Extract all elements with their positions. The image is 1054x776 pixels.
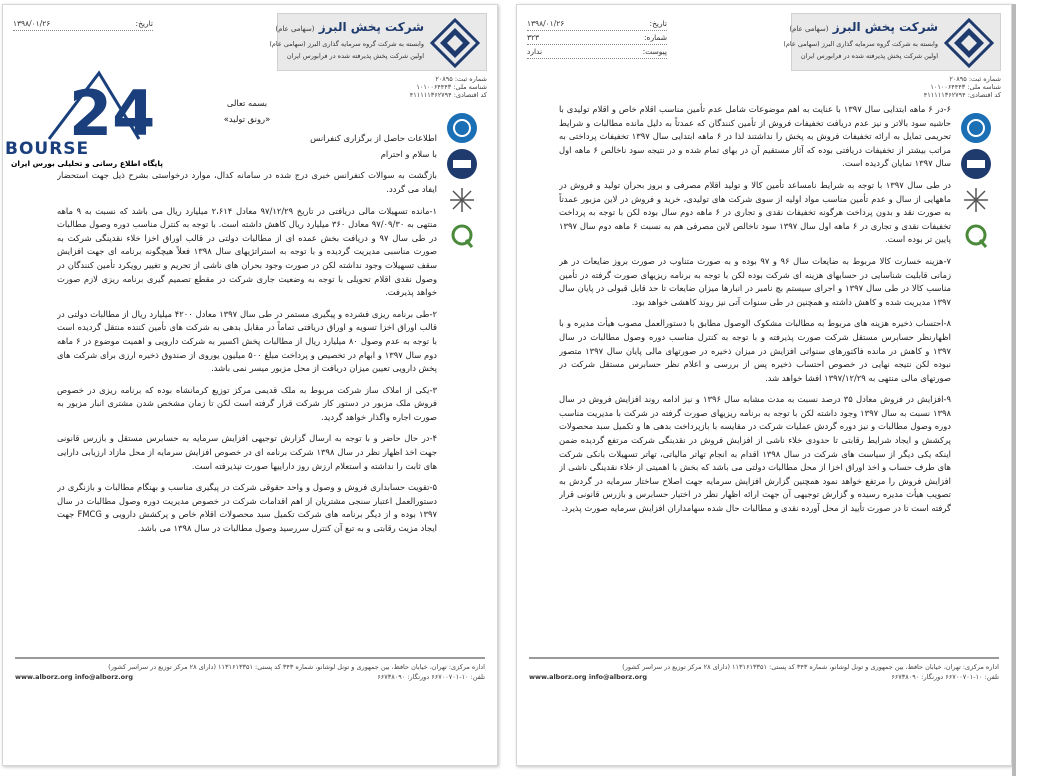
certification-logos (959, 113, 993, 257)
reg-label: شماره ثبت: (968, 75, 1001, 83)
economic-code-label: کد اقتصادی: (967, 91, 1001, 99)
number-label: شماره: (644, 33, 667, 42)
registration-info (410, 75, 487, 99)
burst-emblem-icon (961, 185, 991, 215)
paragraph-9: ۹-افزایش در فروش معادل ۳۵ درصد نسبت به مدت مشابه سال ۱۳۹۶ و نیز ادامه روند افزایش فروش در سال ۱۳۹۸ نسبت به سال ۱۳۹۷ وجود داشته لکن با توجه به برنامه ریزیهای صورت گرفته در شرکت با مدیریت مناسب دوره وصول مطالبات و نیز دوره گردش عملیات شرکت در مقایسه با بازپرداخت بدهی ها و تکمیل سبد محصولات پرکشش و ایجاد شرایط رقابتی تا حدودی خلاء ناشی از افزایش فروش در نقدینگی شرکت مرتفع گردیده ضمن اینکه یکی دیگر از سیاست های شرکت در سال ۱۳۹۸ اقدام به انجام تهاتر مالیاتی، تهاتر تسهیلات بانکی شرکت های طرف حساب و اخذ اوراق اخزا از محل مطالبات دولتی می باشد که بخش با اهمیتی از خلاء نقدینگی ناشی از افزایش فروش را مرتفع خواهد نمود همچنین گزارش افزایش سرمایه جهت اصلاح ساختار سرمایه در گردش به تصویب هیأت مدیره رسیده و گزارش توجیهی آن جهت ارائه اظهار نظر در اختیار حسابرس و بازرس قانونی قرار گرفته است تا در صورت تأیید از محل آورده نقدی و مطالبات حال شده سهامداران افزایش سرمایه صورت پذیرد. (559, 394, 951, 514)
paragraph-6: ۶-در ۶ ماهه ابتدایی سال ۱۳۹۷ با عنایت به اهم موضوعات شامل عدم تأمین مناسب اقلام خاص و اقلام تولیدی با حاشیه سود بالاتر و نیز عدم دریافت تخفیفات فروش از تأمین کنندگان که عمدتاً به دلیل مانده مطالبات و شرایط تحریمی تمایل به ارائه تخفیفات فروش به پخش را نداشتند لذا در ۶ ماهه ابتدایی سال ۱۳۹۷ تخفیفات پرداختی به مراتب بیشتر از تخفیفات دریافتی بوده که آثار مستقیم آن در بهای تمام شده و در نتیجه سود ناخالص ۶ ماهه اول سال ۱۳۹۷ نمایان گردیده است. (559, 104, 951, 169)
attachment-value: ندارد (527, 47, 543, 56)
number-value: ۳۲۳ (527, 33, 540, 42)
national-id-label: شناسه ملی: (453, 83, 487, 91)
affiliation-line: وابسته به شرکت گروه سرمایه گذاری البرز (سهامی عام) (783, 40, 938, 48)
date-box (13, 17, 153, 31)
paragraph-5: ۵-تقویت حسابداری فروش و وصول و واحد حقوقی شرکت در پیگیری مناسب و بهنگام مطالبات و بازنگری در دستورالعمل اعتبار سنجی مشتریان از اهم اقدامات شرکت در خصوص مدیریت دوره وصول مطالبات در سال ۱۳۹۷ بوده و از دیگر برنامه های شرکت تکمیل سبد محصولات اقلام خاص و پرکشش دارویی و FMCG جهت ایجاد مزیت رقابتی و به تبع آن کنترل سررسید وصول مطالبات در سال ۱۳۹۸ می باشد. (57, 482, 437, 534)
reg-value: ۲۰۸۹۵ (435, 75, 453, 83)
alborz-logo-icon (944, 18, 994, 68)
national-id-label: شناسه ملی: (967, 83, 1001, 91)
reg-label: شماره ثبت: (454, 75, 487, 83)
naci-logo-icon (447, 149, 477, 179)
bourse24-number: 24 (69, 77, 156, 147)
registration-info (924, 75, 1001, 99)
greeting: با سلام و احترام (380, 148, 437, 159)
letter-body (559, 103, 951, 655)
company-name (275, 20, 424, 34)
economic-code-value: ۴۱۱۱۱۱۳۶۲۷۹۴ (409, 91, 452, 99)
standard-seal-icon (961, 113, 991, 143)
letter-page-1 (2, 4, 498, 766)
footer-web: www.alborz.org info@alborz.org (15, 673, 134, 681)
tagline: اولین شرکت پخش پذیرفته شده در فرابورس ایران (286, 52, 424, 60)
economic-code-value: ۴۱۱۱۱۱۳۶۲۷۹۴ (923, 91, 966, 99)
letter-page-2 (516, 4, 1012, 766)
certification-logos (445, 113, 479, 257)
date-value: ۱۳۹۸/۰۱/۲۶ (13, 19, 51, 28)
standard-seal-icon (447, 113, 477, 143)
date-label: تاریخ: (649, 19, 667, 28)
paragraph-8: ۸-احتساب ذخیره هزینه های مربوط به مطالبات مشکوک الوصول مطابق با دستورالعمل مصوب هیأت مدیره و با اظهارنظر حسابرس مستقل شرکت صورت پذیرفته و با توجه به کنترل مناسب دوره وصول مطالبات در سال ۱۳۹۷ و کاهش در مانده فاکتورهای سنواتی افزایش در میزان ذخیره در صورتهای مالی پایان سال ۱۳۹۷ متصور نبوده لکن نتیجه نهایی در خصوص احتساب ذخیره پس از بررسی و اعلام نظر حسابرس مستقل شرکت در صورتهای مالی منتهی به ۱۳۹۷/۱۲/۲۹ افشا خواهد شد. (559, 318, 951, 383)
paragraph-2: ۲-طی برنامه ریزی فشرده و پیگیری مستمر در طی سال ۱۳۹۷ معادل ۴۲۰۰ میلیارد ریال از مطالبات دولتی در قالب اوراق اخزا تسویه و اوراق دریافتی تماماً در مقابل بدهی به شرکت های تأمین کننده منتقل گردیده است با توجه به عدم وصول ۸۰ میلیارد ریال از مطالبات پخش اکسیر به شرکت دارویی و اهمیت موضوع در ۶ ماهه دوم سال ۱۳۹۷ و ابهام در تخصیص و پرداخت مبلغ ۵۰۰ میلیون یوروی از صندوق ذخیره ارزی برای شرکت های پخش دارویی تعیین میزان دریافت از محل مزبور میسر نمی باشد. (57, 308, 437, 374)
year-slogan: «رونق تولید» (223, 113, 271, 124)
footer-address: اداره مرکزی: تهران، خیابان حافظ، بین جمهوری و تونل لوشانو، شماره ۳۴۳ کد پستی: ۱۱۳۱۶۱۳۳۵۱ (دارای ۲۸ مرکز توزیع در سراسر کشور) (622, 663, 999, 671)
paragraph-4: ۴-در حال حاضر و با توجه به ارسال گزارش توجیهی افزایش سرمایه به حسابرس مستقل و بازرس قانونی جهت اخذ اظهار نظر در سال ۱۳۹۸ شرکت برنامه ای در خصوص افزایش سرمایه از محل مازاد ارزیابی دارایی های ثابت را نداشته و استعلام ارزش روز داراییها صورت نپذیرفته است. (57, 433, 437, 471)
company-title: شرکت پخش البرز (832, 20, 938, 34)
paragraph-intro: بازگشت به سوالات کنفرانس خبری درج شده در سامانه کدال، موارد درخواستی بشرح ذیل جهت استحضار ایفاد می گردد. (57, 170, 437, 194)
bourse-tagline: پایگاه اطلاع رسانی و تحلیلی بورس ایران (11, 159, 163, 168)
date-value: ۱۳۹۸/۰۱/۲۶ (527, 19, 565, 28)
paragraph-6-cont: در طی سال ۱۳۹۷ با توجه به شرایط نامساعد تأمین کالا و تولید اقلام مصرفی و بروز بحران تولید و فروش در ماههایی از سال و عدم تأمین مناسب مواد اولیه از سوی شرکت های تولیدی، خرید و فروش در لاین مزبور عمدتاً به صورت نقد و بدون پرداخت هرگونه تخفیفات نقدی و تجاری در ۶ ماهه دوم سال بوده لکن با توجه به پرداخت تخفیفات نقدی و تجاری در ۶ ماهه اول سال ۱۳۹۷ سود ناخالص لاین مصرفی هم به نسبت ۶ ماهه دوم سال ۱۳۹۷ پایین تر بوده است. (559, 179, 951, 245)
alborz-logo-icon (430, 18, 480, 68)
paragraph-7: ۷-هزینه خسارت کالا مربوط به ضایعات سال ۹۶ و ۹۷ بوده و به صورت متناوب در صورت بروز ضایعات در هر زمانی قابلیت شناسایی در حسابهای هزینه ای شرکت بوده لکن با توجه به برنامه ریزیهای صورت گرفته در تأمین مناسب کالا در طی سال ۱۳۹۷ و اجرای سیستم بچ نامبر در انبارها میزان ضایعات تا حد قابل قبولی در پایان سال ۱۳۹۷ مدیریت شده و کاهش داشته و همچنین در طی سنوات آتی نیز روند کاهشی خواهد بود. (559, 255, 951, 307)
letter-meta (527, 17, 667, 59)
national-id-value: ۱۰۱۰۰۶۴۴۴۳ (930, 83, 966, 91)
reg-value: ۲۰۸۹۵ (949, 75, 967, 83)
q-certificate-icon (961, 221, 991, 251)
company-type: (سهامی عام) (789, 25, 829, 33)
national-id-value: ۱۰۱۰۰۶۴۴۴۳ (416, 83, 452, 91)
footer-phone: تلفن: ۱۰-۶۶۷۰۰۷۰۱ دورنگار: ۶۶۷۳۸۰۹۰ (377, 673, 485, 681)
letter-subject: اطلاعات حاصل از برگزاری کنفرانس (310, 133, 437, 144)
burst-emblem-icon (447, 185, 477, 215)
letter-body (57, 97, 437, 655)
bourse-wordmark: BOURSE (5, 139, 90, 159)
naci-logo-icon (961, 149, 991, 179)
paragraph-1: ۱-مانده تسهیلات مالی دریافتی در تاریخ ۹۷/۱۲/۲۹ معادل ۲،۶۱۴ میلیارد ریال می باشد که نسبت به ۹ ماهه منتهی به ۹۷/۰۹/۳۰ معادل ۳۶۰ میلیارد ریال کاهش داشته است. با توجه به کنترل مناسب دوره وصول مطالبات در طی سال ۹۷ و دریافت بخش عمده ای از مطالبات دولتی در قالب اوراق اخزا خلاء نقدینگی شرکت به صورت مناسبی مدیریت گردیده و با توجه به استراتژیهای سال ۱۳۹۸ فعلاً هیچگونه برنامه ای جهت افزایش سقف تسهیلات وجود نداشته لکن در صورت وجود بحران های ناشی از تحریم و تغییر رویکرد تأمین کنندگان در وصول نقدی اقلام تحویلی با توجه به وضعیت جاری شرکت در مقطع تصمیم گیری برنامه ریزی لازم صورت خواهد پذیرفت. (57, 205, 437, 298)
letter-footer (529, 657, 999, 695)
footer-phone: تلفن: ۱۰-۶۶۷۰۰۷۰۱ دورنگار: ۶۶۷۳۸۰۹۰ (891, 673, 999, 681)
footer-web: www.alborz.org info@alborz.org (529, 673, 648, 681)
affiliation-line: وابسته به شرکت گروه سرمایه گذاری البرز (سهامی عام) (269, 40, 424, 48)
company-title: شرکت پخش البرز (318, 20, 424, 34)
footer-address: اداره مرکزی: تهران، خیابان حافظ، بین جمهوری و تونل لوشانو، شماره ۳۴۳ کد پستی: ۱۱۳۱۶۱۳۳۵۱ (دارای ۲۸ مرکز توزیع در سراسر کشور) (108, 663, 485, 671)
company-name (789, 20, 938, 34)
letterhead (269, 13, 487, 71)
letterhead (783, 13, 1001, 71)
invocation: بسمه تعالی (226, 98, 268, 108)
page-edge-shadow (1012, 4, 1016, 776)
q-certificate-icon (447, 221, 477, 251)
tagline: اولین شرکت پخش پذیرفته شده در فرابورس ایران (800, 52, 938, 60)
letter-footer (15, 657, 485, 695)
attachment-label: پیوست: (642, 47, 667, 56)
date-label: تاریخ: (135, 19, 153, 28)
company-type: (سهامی عام) (275, 25, 315, 33)
economic-code-label: کد اقتصادی: (453, 91, 487, 99)
paragraph-3: ۳-یکی از املاک ساز شرکت مربوط به ملک قدیمی مرکز توزیع کرمانشاه بوده که برنامه ریزی در خصوص فروش ملک مزبور در دستور کار شرکت قرار گرفته است لکن تا زمان مشخص شدن مشتری انبار مزبور به صورت اجاره واگذار خواهد گردید. (57, 384, 437, 422)
